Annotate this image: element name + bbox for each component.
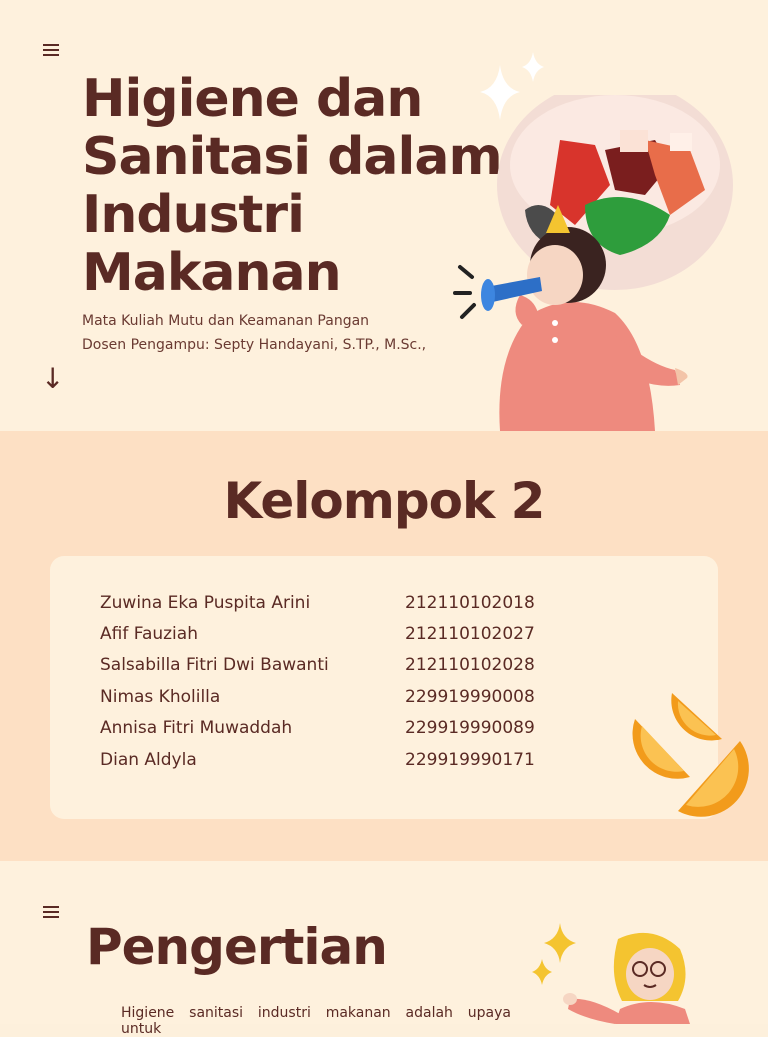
group-section <box>0 431 768 861</box>
definition-section <box>0 861 768 1037</box>
section-title: Pengertian <box>86 918 387 976</box>
lecturer-subtitle: Dosen Pengampu: Septy Handayani, S.TP., M.Sc., <box>82 337 427 353</box>
definition-text: Higiene sanitasi industri makanan adalah upaya untuk <box>121 1005 511 1037</box>
member-id: 212110102027 <box>405 624 535 644</box>
list-item <box>100 750 560 774</box>
member-name: Dian Aldyla <box>100 750 197 770</box>
title-line: Industri <box>82 185 304 245</box>
orange-slices-illustration <box>630 681 755 829</box>
member-name: Annisa Fitri Muwaddah <box>100 718 293 738</box>
list-item <box>100 593 560 617</box>
hero-section <box>0 0 768 431</box>
member-id: 229919990008 <box>405 687 535 707</box>
list-item <box>100 687 560 711</box>
list-item <box>100 624 560 648</box>
member-id: 229919990089 <box>405 718 535 738</box>
member-id: 212110102028 <box>405 655 535 675</box>
party-girl-illustration <box>450 195 700 431</box>
menu-icon[interactable] <box>43 906 59 920</box>
girl-with-glasses-illustration <box>560 929 720 1024</box>
member-id: 229919990171 <box>405 750 535 770</box>
menu-icon[interactable] <box>43 44 59 58</box>
title-line: Higiene dan <box>82 69 423 129</box>
member-name: Nimas Kholilla <box>100 687 221 707</box>
member-name: Afif Fauziah <box>100 624 198 644</box>
list-item <box>100 718 560 742</box>
list-item <box>100 655 560 679</box>
title-line: Sanitasi dalam <box>82 127 502 187</box>
scroll-down-arrow-icon[interactable]: ↓ <box>41 362 65 395</box>
group-title: Kelompok 2 <box>223 472 545 530</box>
course-subtitle: Mata Kuliah Mutu dan Keamanan Pangan <box>82 313 370 329</box>
page-title <box>82 70 502 302</box>
member-id: 212110102018 <box>405 593 535 613</box>
member-name: Zuwina Eka Puspita Arini <box>100 593 311 613</box>
title-line: Makanan <box>82 243 341 303</box>
member-name: Salsabilla Fitri Dwi Bawanti <box>100 655 329 675</box>
